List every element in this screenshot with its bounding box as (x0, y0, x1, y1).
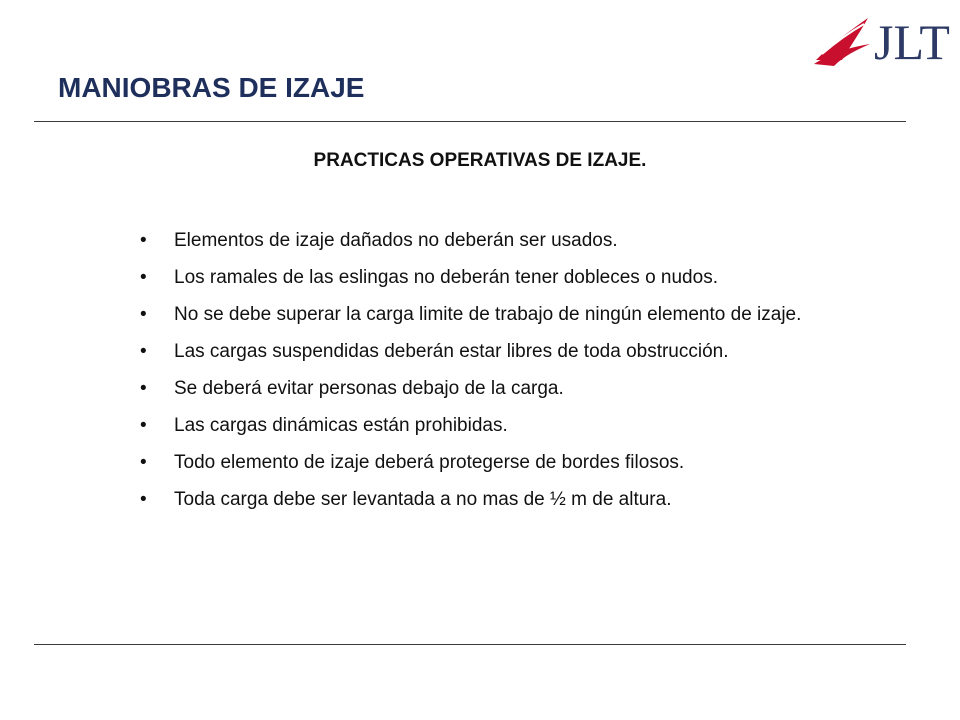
list-item (134, 339, 831, 365)
bullet-list (134, 228, 831, 524)
list-item (134, 228, 831, 254)
list-item-text: Elementos de izaje dañados no deberán ser usados. (174, 230, 618, 251)
list-item-text: Toda carga debe ser levantada a no mas de ½ m de altura. (174, 489, 672, 510)
list-item (134, 265, 831, 291)
page-title: MANIOBRAS DE IZAJE (58, 72, 365, 103)
list-item-text: Se deberá evitar personas debajo de la carga. (174, 378, 564, 399)
list-item (134, 413, 831, 439)
bullet-icon: • (140, 230, 147, 251)
list-item (134, 376, 831, 402)
list-item-text: Las cargas suspendidas deberán estar libres de toda obstrucción. (174, 341, 729, 362)
logo-text: JLT (874, 14, 950, 70)
bullet-icon: • (140, 304, 147, 325)
bottom-divider (34, 644, 906, 645)
section-subtitle: PRACTICAS OPERATIVAS DE IZAJE. (313, 150, 647, 171)
bullet-icon: • (140, 415, 147, 436)
list-item (134, 302, 831, 328)
bullet-icon: • (140, 452, 147, 473)
bullet-icon: • (140, 267, 147, 288)
list-item (134, 450, 831, 476)
list-item (134, 487, 831, 513)
list-item-text: Las cargas dinámicas están prohibidas. (174, 415, 508, 436)
jlt-logo (812, 10, 960, 70)
bullet-icon: • (140, 341, 147, 362)
top-divider (34, 121, 906, 122)
bullet-icon: • (140, 378, 147, 399)
bullet-icon: • (140, 489, 147, 510)
list-item-text: No se debe superar la carga limite de trabajo de ningún elemento de izaje. (174, 304, 802, 325)
list-item-text: Todo elemento de izaje deberá protegerse de bordes filosos. (174, 452, 685, 473)
sail-icon (812, 14, 876, 66)
list-item-text: Los ramales de las eslingas no deberán tener dobleces o nudos. (174, 267, 718, 288)
